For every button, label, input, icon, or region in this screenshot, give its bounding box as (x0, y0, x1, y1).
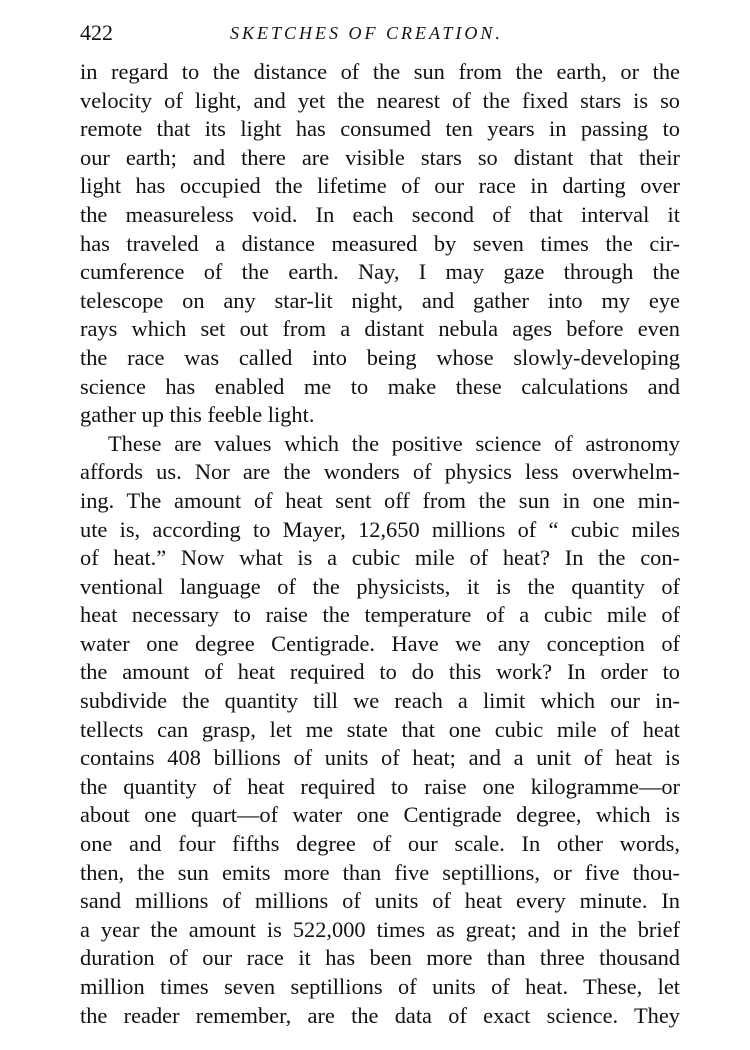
text-line: tellects can grasp, let me state that one cubic mile of heat (80, 716, 680, 742)
text-line: science has enabled me to make these calculations and (80, 373, 680, 399)
body-text (80, 58, 680, 1030)
text-line: in regard to the distance of the sun from the earth, or the (80, 59, 680, 84)
text-line: velocity of light, and yet the nearest of the fixed stars is so (80, 87, 680, 113)
text-line: the measureless void. In each second of that interval it (80, 201, 680, 227)
text-line: heat necessary to raise the temperature of a cubic mile of (80, 602, 680, 628)
text-line: one and four fifths degree of our scale. In other words, (80, 831, 680, 857)
text-line: telescope on any star-lit night, and gather into my eye (80, 287, 680, 313)
text-line: remote that its light has consumed ten years in passing to (80, 116, 680, 142)
text-line: of heat.” Now what is a cubic mile of heat? In the con- (80, 545, 680, 571)
text-line: sand millions of millions of units of heat every minute. In (80, 888, 680, 914)
running-title: SKETCHES OF CREATION. (230, 23, 503, 43)
text-line: million times seven septillions of units of heat. These, let (80, 974, 680, 999)
paragraph-end-line: gather up this feeble light. (80, 402, 315, 428)
running-head (80, 18, 680, 48)
text-line: cumference of the earth. Nay, I may gaze through the (80, 259, 680, 285)
text-line: our earth; and there are visible stars so distant that their (80, 144, 680, 170)
text-line: ventional language of the physicists, it is the quantity of (80, 573, 680, 599)
text-line: contains 408 billions of units of heat; and a unit of heat is (80, 745, 680, 771)
text-line: light has occupied the lifetime of our race in darting over (80, 173, 680, 199)
text-line: affords us. Nor are the wonders of physics less overwhelm- (80, 459, 680, 485)
text-line: duration of our race it has been more than three thousand (80, 945, 680, 971)
text-line: the quantity of heat required to raise one kilogramme—or (80, 773, 680, 799)
text-line: the race was called into being whose slowly-developing (80, 344, 680, 370)
text-line: a year the amount is 522,000 times as great; and in the brief (80, 916, 680, 942)
text-line: the amount of heat required to do this work? In order to (80, 659, 680, 685)
text-line: ing. The amount of heat sent off from the sun in one min- (80, 487, 680, 513)
text-line: subdivide the quantity till we reach a limit which our in- (80, 688, 680, 714)
paragraph-start-line: These are values which the positive science of astronomy (108, 430, 680, 456)
text-line: rays which set out from a distant nebula ages before even (80, 316, 680, 342)
page-number: 422 (80, 20, 113, 45)
text-line: water one degree Centigrade. Have we any conception of (80, 630, 680, 656)
text-line: has traveled a distance measured by seven times the cir- (80, 230, 680, 256)
text-line: then, the sun emits more than five septillions, or five thou- (80, 859, 680, 885)
text-line: about one quart—of water one Centigrade degree, which is (80, 802, 680, 828)
text-line: the reader remember, are the data of exact science. They (80, 1002, 680, 1028)
text-line: ute is, according to Mayer, 12,650 millions of “ cubic miles (80, 516, 680, 542)
